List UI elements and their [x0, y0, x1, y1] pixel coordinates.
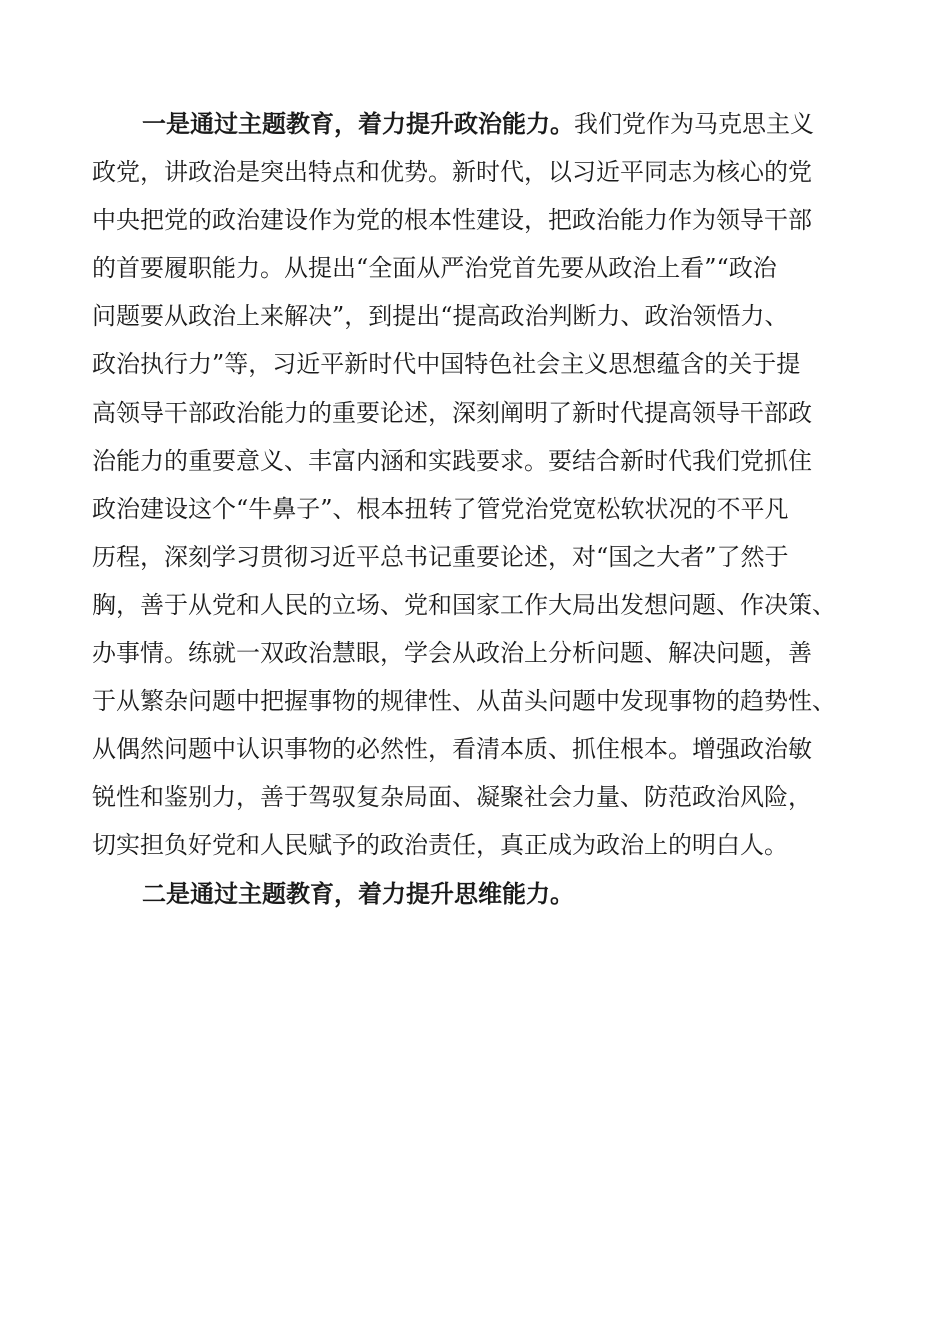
paragraph-line: 政治执行力”等，习近平新时代中国特色社会主义思想蕴含的关于提	[92, 350, 801, 379]
paragraph-line: 的首要履职能力。从提出“全面从严治党首先要从政治上看”“政治	[92, 254, 777, 283]
paragraph-first-line-text: 我们党作为马克思主义	[574, 110, 814, 138]
paragraph-line: 切实担负好党和人民赋予的政治责任，真正成为政治上的明白人。	[92, 831, 788, 860]
paragraph-line: 问题要从政治上来解决”，到提出“提高政治判断力、政治领悟力、	[92, 302, 789, 331]
paragraph-line: 政治建设这个“牛鼻子”、根本扭转了管党治党宽松软状况的不平凡	[92, 494, 789, 523]
paragraph-heading: 二是通过主题教育，着力提升思维能力。	[142, 878, 574, 908]
paragraph-line: 高领导干部政治能力的重要论述，深刻阐明了新时代提高领导干部政	[92, 398, 812, 427]
paragraph-line: 历程，深刻学习贯彻习近平总书记重要论述，对“国之大者”了然于	[92, 542, 789, 571]
paragraph-line: 政党，讲政治是突出特点和优势。新时代，以习近平同志为核心的党	[92, 158, 812, 187]
paragraph-line: 胸，善于从党和人民的立场、党和国家工作大局出发想问题、作决策、	[92, 590, 836, 619]
paragraph-thinking-ability	[92, 870, 864, 918]
paragraph-heading: 一是通过主题教育，着力提升政治能力。	[142, 109, 574, 138]
paragraph-line: 从偶然问题中认识事物的必然性，看清本质、抓住根本。增强政治敏	[92, 735, 812, 764]
paragraph-line: 锐性和鉴别力，善于驾驭复杂局面、凝聚社会力量、防范政治风险，	[92, 783, 812, 812]
document-body	[92, 100, 864, 918]
paragraph-political-ability	[92, 100, 864, 870]
paragraph-first-line	[92, 100, 864, 148]
paragraph-line: 治能力的重要意义、丰富内涵和实践要求。要结合新时代我们党抓住	[92, 446, 812, 475]
paragraph-line: 中央把党的政治建设作为党的根本性建设，把政治能力作为领导干部	[92, 206, 812, 235]
paragraph-line: 办事情。练就一双政治慧眼，学会从政治上分析问题、解决问题，善	[92, 639, 812, 668]
paragraph-line: 于从繁杂问题中把握事物的规律性、从苗头问题中发现事物的趋势性、	[92, 687, 836, 716]
